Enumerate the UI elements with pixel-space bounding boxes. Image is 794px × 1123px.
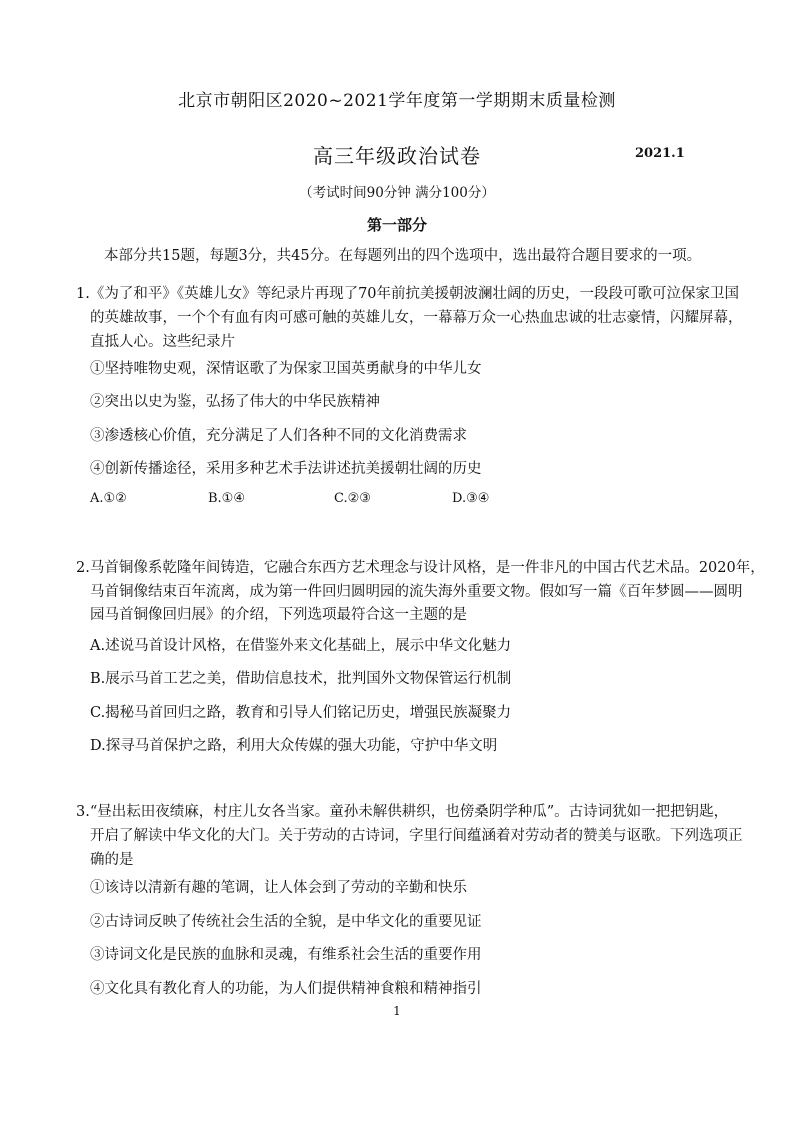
q1-stem-line: 直抵人心。这些纪录片 xyxy=(90,334,235,350)
instructions: 本部分共15题，每题3分，共45分。在每题列出的四个选项中，选出最符合题目要求的一项。 xyxy=(104,248,702,264)
q1-item: ④创新传播途径，采用多种艺术手法讲述抗美援朝壮阔的历史 xyxy=(90,461,482,477)
q1-item: ①坚持唯物史观，深情讴歌了为保家卫国英勇献身的中华儿女 xyxy=(90,361,482,377)
q3-stem-line: 3.“昼出耘田夜绩麻，村庄儿女各当家。童孙未解供耕织，也傍桑阴学种瓜”。古诗词犹如一把把钥匙， xyxy=(76,804,729,820)
q2-option-a: A.述说马首设计风格，在借鉴外来文化基础上，展示中华文化魅力 xyxy=(90,638,512,654)
q1-stem-line: 1.《为了和平》《英雄儿女》等纪录片再现了70年前抗美援朝波澜壮阔的历史，一段段可歌可泣保家卫国 xyxy=(76,286,740,302)
q2-option-c: C.揭秘马首回归之路，教育和引导人们铭记历史，增强民族凝聚力 xyxy=(90,705,512,721)
q2-stem-line: 园马首铜像回归展》的介绍，下列选项最符合这一主题的是 xyxy=(90,607,467,623)
q2-stem-line: 马首铜像结束百年流离，成为第一件回归圆明园的流失海外重要文物。假如写一篇《百年梦圆——圆明 xyxy=(90,584,743,600)
q1-choice-d: D.③④ xyxy=(452,491,490,506)
q3-stem-line: 开启了解读中华文化的大门。关于劳动的古诗词，字里行间蕴涵着对劳动者的赞美与讴歌。下列选项正 xyxy=(90,828,743,844)
q1-choice-a: A.①② xyxy=(90,491,127,506)
q1-choice-c: C.②③ xyxy=(334,491,371,506)
q1-item: ②突出以史为鉴，弘扬了伟大的中华民族精神 xyxy=(90,394,380,410)
q1-choice-b: B.①④ xyxy=(208,491,245,506)
exam-time-info: （考试时间90分钟 满分100分） xyxy=(299,185,495,201)
q3-stem-line: 确的是 xyxy=(90,852,134,868)
q3-item: ②古诗词反映了传统社会生活的全貌，是中华文化的重要见证 xyxy=(90,914,482,930)
exam-date: 2021.1 xyxy=(635,146,685,161)
exam-title: 北京市朝阳区2020~2021学年度第一学期期末质量检测 xyxy=(178,91,616,111)
q3-item: ③诗词文化是民族的血脉和灵魂，有维系社会生活的重要作用 xyxy=(90,947,482,963)
exam-subtitle: 高三年级政治试卷 xyxy=(313,144,481,168)
q2-option-b: B.展示马首工艺之美，借助信息技术，批判国外文物保管运行机制 xyxy=(90,671,512,687)
q2-stem-line: 2.马首铜像系乾隆年间铸造，它融合东西方艺术理念与设计风格，是一件非凡的中国古代艺术品。2020年， xyxy=(76,560,765,576)
q1-stem-line: 的英雄故事，一个个有血有肉可感可触的英雄儿女，一幕幕万众一心热血忠诚的壮志豪情，闪耀屏幕， xyxy=(90,310,743,326)
part-heading: 第一部分 xyxy=(366,216,427,234)
q1-item: ③渗透核心价值，充分满足了人们各种不同的文化消费需求 xyxy=(90,428,467,444)
q3-item: ④文化具有教化育人的功能，为人们提供精神食粮和精神指引 xyxy=(90,981,482,997)
page-number: 1 xyxy=(393,1004,401,1018)
q3-item: ①该诗以清新有趣的笔调，让人体会到了劳动的辛勤和快乐 xyxy=(90,880,467,896)
q2-option-d: D.探寻马首保护之路，利用大众传媒的强大功能，守护中华文明 xyxy=(90,738,498,754)
